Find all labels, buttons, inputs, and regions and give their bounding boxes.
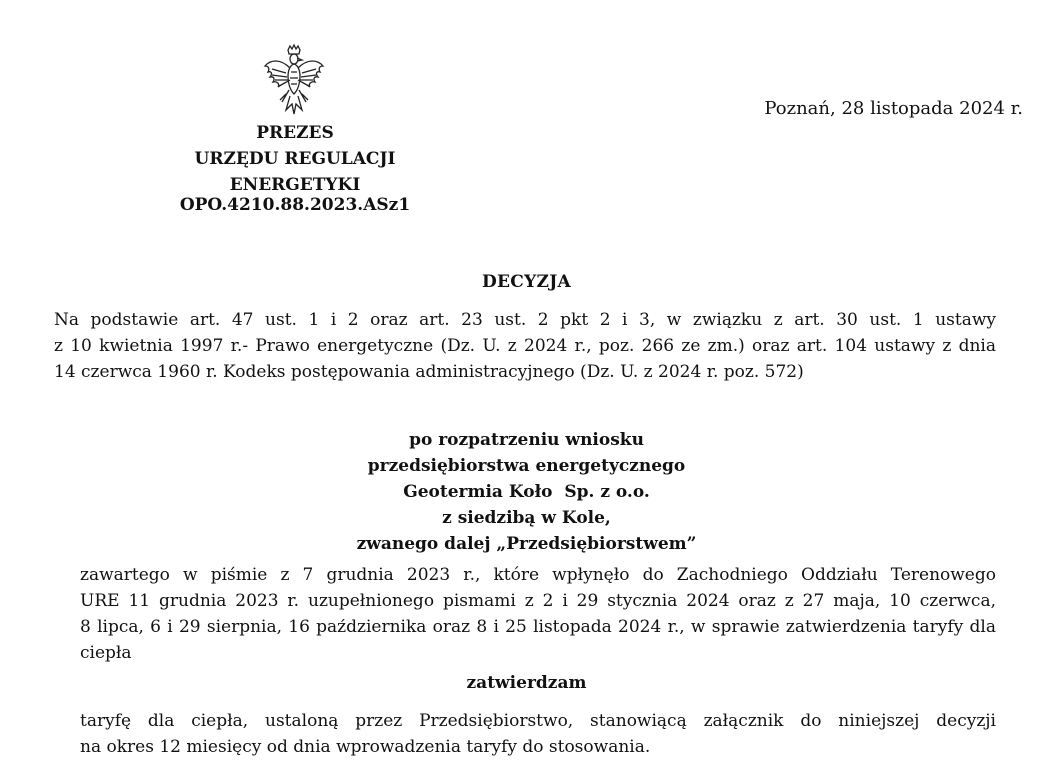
document-title: DECYZJA <box>481 272 572 292</box>
polish-eagle-emblem-icon <box>262 44 326 116</box>
text-line: 8 lipca, 6 i 29 sierpnia, 16 października oraz 8 i 25 listopada 2024 r., w sprawie zatwierdzenia taryfy dla <box>80 617 996 637</box>
authority-title: PREZES <box>256 123 334 143</box>
company-name: Geotermia Koło Sp. z o.o. <box>403 482 650 502</box>
applicant-line: przedsiębiorstwa energetycznego <box>367 456 686 476</box>
place-and-date: Poznań, 28 listopada 2024 r. <box>764 98 1023 119</box>
text-line: na okres 12 miesięcy od dnia wprowadzenia taryfy do stosowania. <box>80 737 651 757</box>
issuing-authority <box>130 120 460 198</box>
legal-basis-paragraph <box>54 307 996 385</box>
application-details-paragraph <box>80 562 996 666</box>
text-line: z 10 kwietnia 1997 r.- Prawo energetyczne (Dz. U. z 2024 r., poz. 266 ze zm.) oraz art. 104 ustawy z dnia <box>54 336 996 356</box>
text-line: zawartego w piśmie z 7 grudnia 2023 r., które wpłynęło do Zachodniego Oddziału Terenowego <box>80 565 996 585</box>
applicant-line: po rozpatrzeniu wniosku <box>409 430 644 450</box>
approval-word: zatwierdzam <box>466 673 587 693</box>
authority-office: URZĘDU REGULACJI ENERGETYKI <box>194 149 396 195</box>
applicant-block <box>0 427 1053 557</box>
case-number: OPO.4210.88.2023.ASz1 <box>179 195 411 215</box>
text-line: ciepła <box>80 643 132 663</box>
company-seat: z siedzibą w Kole, <box>442 508 611 528</box>
approval-paragraph <box>80 708 996 760</box>
text-line: 14 czerwca 1960 r. Kodeks postępowania administracyjnego (Dz. U. z 2024 r. poz. 572) <box>54 362 804 382</box>
text-line: URE 11 grudnia 2023 r. uzupełnionego pismami z 2 i 29 stycznia 2024 oraz z 27 maja, 10 czerwca, <box>80 591 996 611</box>
applicant-alias: zwanego dalej „Przedsiębiorstwem” <box>356 534 697 554</box>
text-line: taryfę dla ciepła, ustaloną przez Przedsiębiorstwo, stanowiącą załącznik do niniejszej decyzji <box>80 711 996 731</box>
text-line: Na podstawie art. 47 ust. 1 i 2 oraz art. 23 ust. 2 pkt 2 i 3, w związku z art. 30 ust. 1 ustawy <box>54 310 996 330</box>
